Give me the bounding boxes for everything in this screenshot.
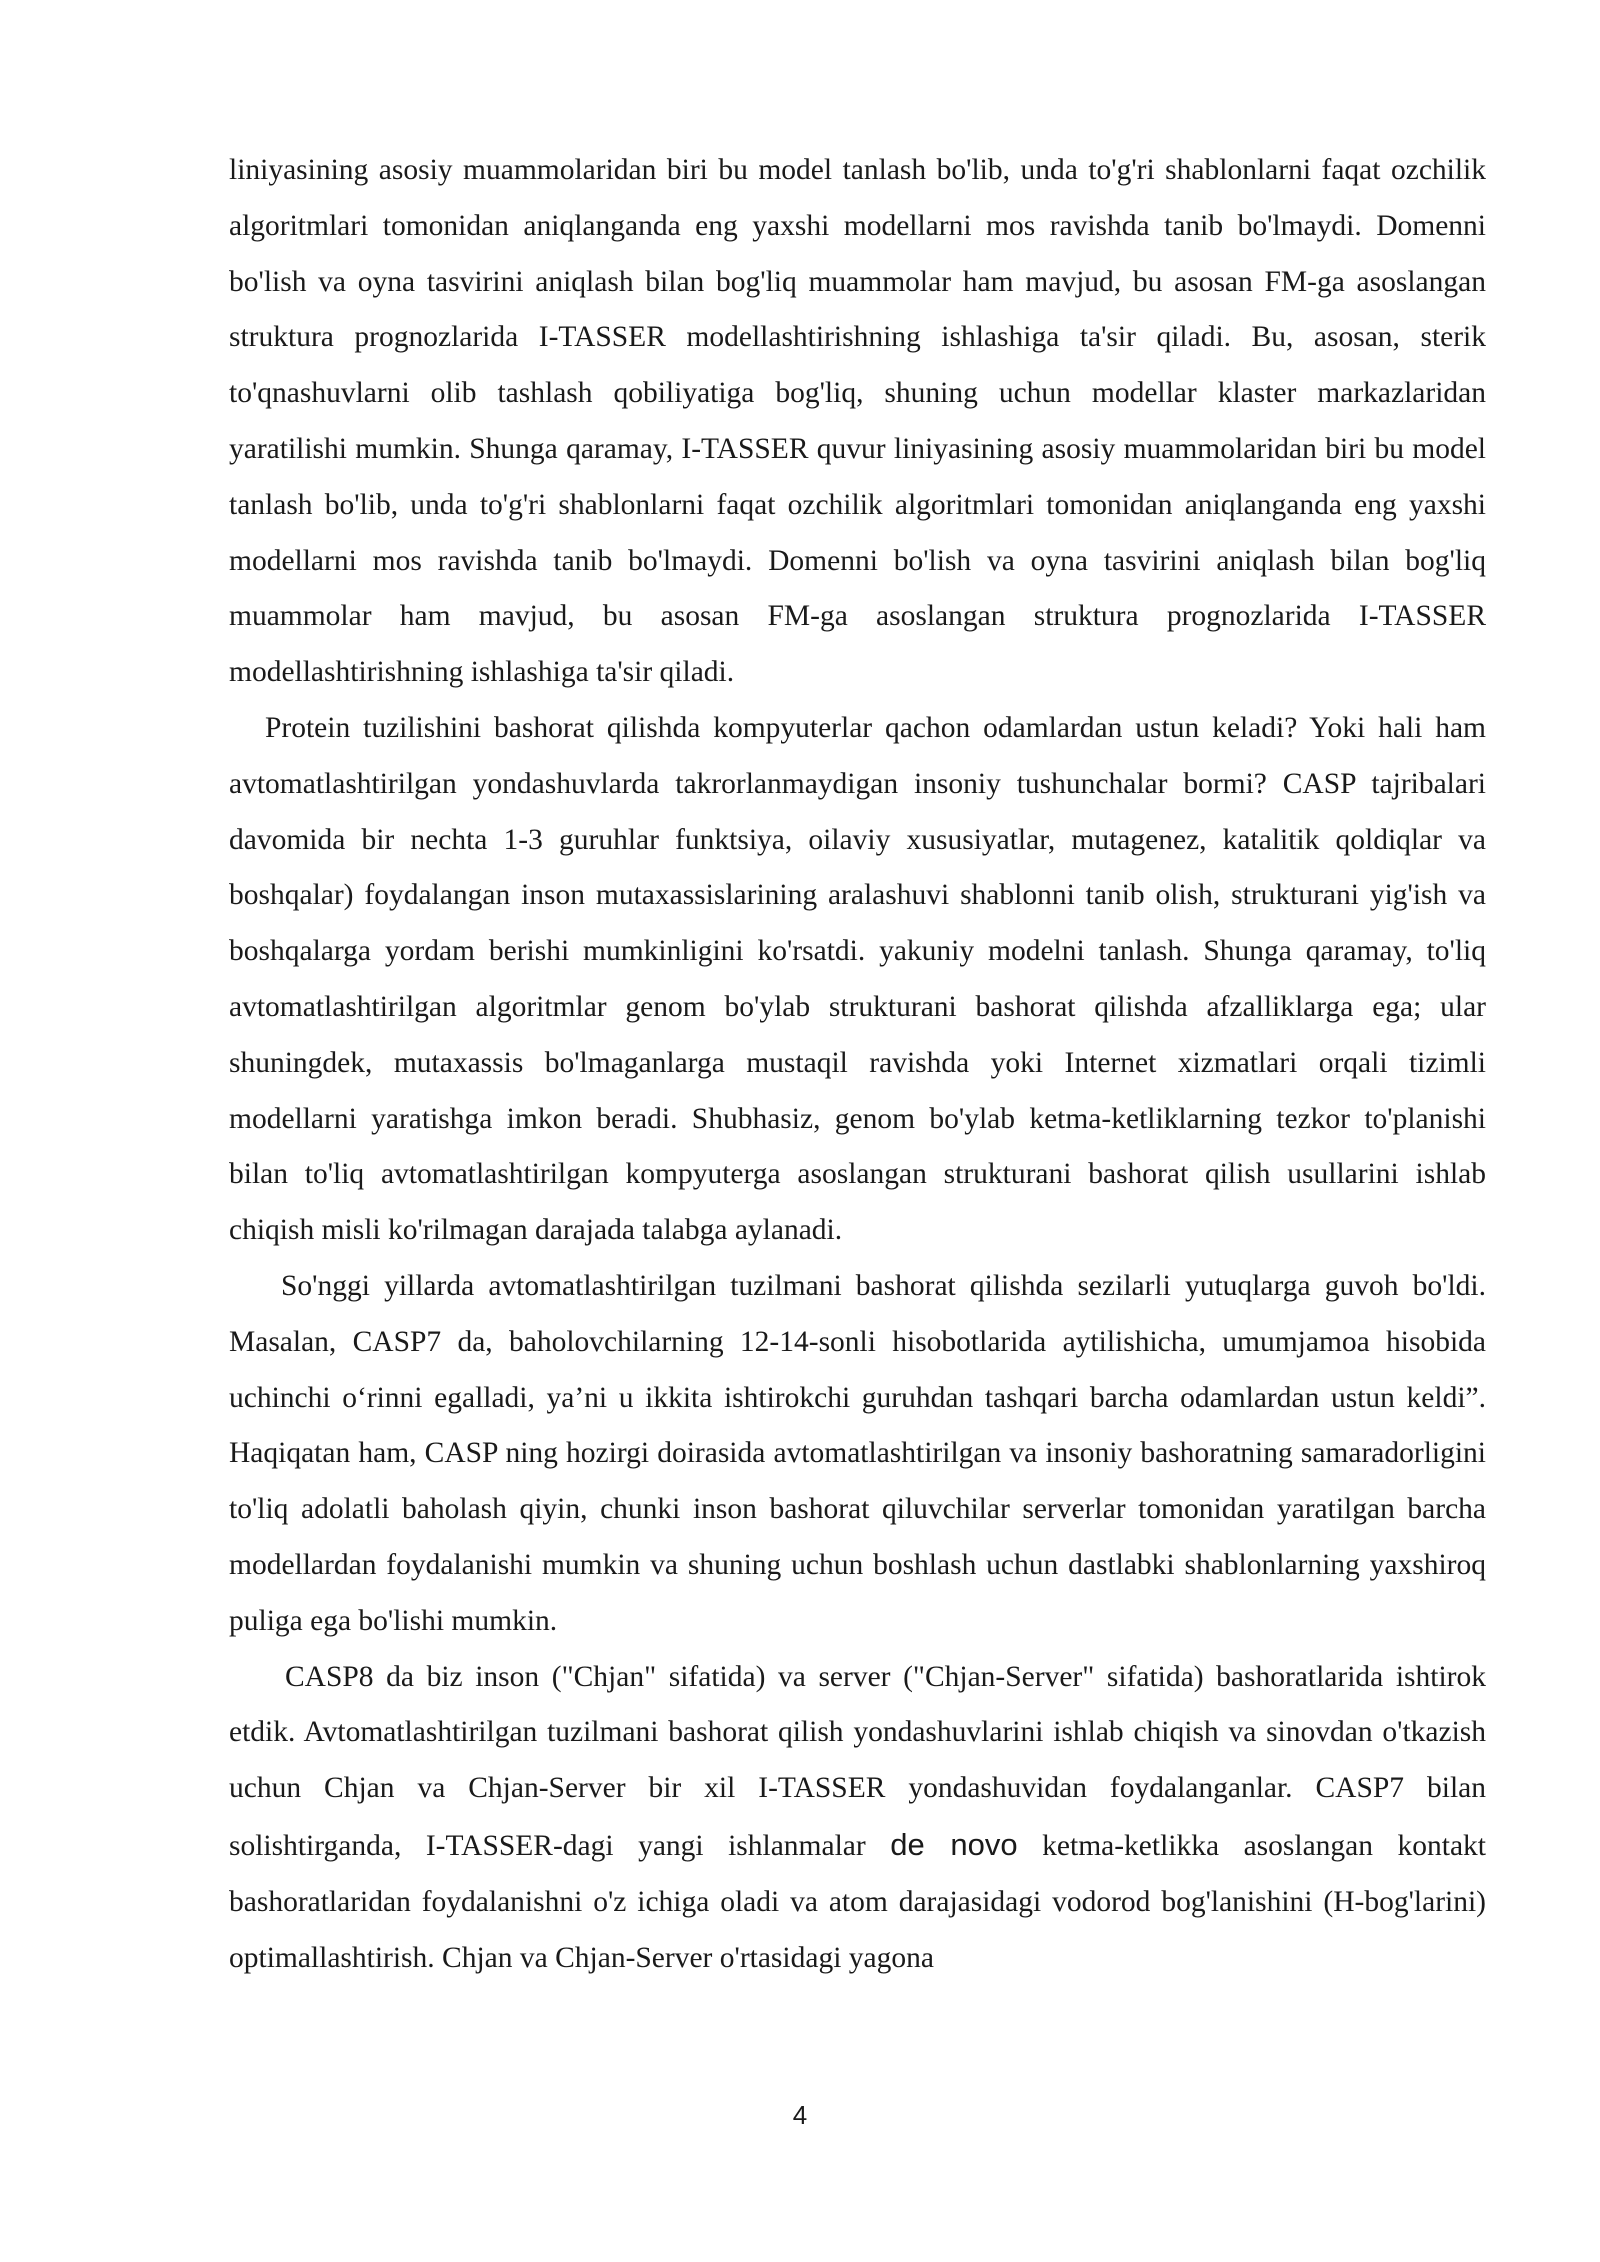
paragraph-3: So'nggi yillarda avtomatlashtirilgan tuzilmani bashorat qilishda sezilarli yutuqlarga guvoh bo'ldi. Masalan, CASP7 da, baholovchilarning 12-14-sonli hisobotlarida aytilishicha, umumjamoa hisobida uchinchi o‘rinni egalladi, ya’ni u ikkita ishtirokchi guruhdan tashqari barcha odamlardan ustun keldi”. Haqiqatan ham, CASP ning hozirgi doirasida avtomatlashtirilgan va insoniy bashoratning samaradorligini to'liq adolatli baholash qiyin, chunki inson bashorat qiluvchilar serverlar tomonidan yaratilgan barcha modellardan foydalanishi mumkin va shuning uchun boshlash uchun dastlabki shablonlarning yaxshiroq puliga ega bo'lishi mumkin.	[229, 1269, 1486, 1637]
paragraph-4-de-novo: de novo	[890, 1826, 1018, 1862]
paragraph-2: Protein tuzilishini bashorat qilishda kompyuterlar qachon odamlardan ustun keladi? Yoki hali ham avtomatlashtirilgan yondashuvlarda takrorlanmaydigan insoniy tushunchalar bormi? CASP tajribalari davomida bir nechta 1-3 guruhlar funktsiya, oilaviy xususiyatlar, mutagenez, katalitik qoldiqlar va boshqalar) foydalangan inson mutaxassislarining aralashuvi shablonni tanib olish, strukturani yig'ish va boshqalarga yordam berishi mumkinligini ko'rsatdi. yakuniy modelni tanlash. Shunga qaramay, to'liq avtomatlashtirilgan algoritmlar genom bo'ylab strukturani bashorat qilishda afzalliklarga ega; ular shuningdek, mutaxassis bo'lmaganlarga mustaqil ravishda yoki Internet xizmatlari orqali tizimli modellarni yaratishga imkon beradi. Shubhasiz, genom bo'ylab ketma-ketliklarning tezkor to'planishi bilan to'liq avtomatlashtirilgan kompyuterga asoslangan strukturani bashorat qilish usullarini ishlab chiqish misli ko'rilmagan darajada talabga aylanadi.	[229, 711, 1486, 1247]
paragraph-4-text-before: CASP8 da biz inson ("Chjan" sifatida) va server ("Chjan-Server" sifatida) bashoratlarida ishtirok etdik. Avtomatlashtirilgan tuzilmani bashorat qilish yondashuvlarini ishlab chiqish va sinovdan o'tkazish uchun Chjan va Chjan-Server bir xil I-TASSER yondashuvidan foydalanganlar. CASP7 bilan solishtirganda, I-TASSER-dagi yangi ishlanmalar	[229, 1660, 1486, 1862]
paragraph-4-text-after: ketma-ketlikka asoslangan kontakt bashoratlaridan foydalanishni o'z ichiga oladi va atom darajasidagi vodorod bog'lanishini (H-bog'larini) optimallashtirish. Chjan va Chjan-Server o'rtasidagi yagona	[229, 1829, 1486, 1974]
paragraph-4	[229, 1650, 1486, 1987]
body-text	[229, 143, 1486, 1986]
paragraph-1: liniyasining asosiy muammolaridan biri bu model tanlash bo'lib, unda to'g'ri shablonlarni faqat ozchilik algoritmlari tomonidan aniqlanganda eng yaxshi modellarni mos ravishda tanib bo'lmaydi. Domenni bo'lish va oyna tasvirini aniqlash bilan bog'liq muammolar ham mavjud, bu asosan FM-ga asoslangan struktura prognozlarida I-TASSER modellashtirishning ishlashiga ta'sir qiladi. Bu, asosan, sterik to'qnashuvlarni olib tashlash qobiliyatiga bog'liq, shuning uchun modellar klaster markazlaridan yaratilishi mumkin. Shunga qaramay, I-TASSER quvur liniyasining asosiy muammolaridan biri bu model tanlash bo'lib, unda to'g'ri shablonlarni faqat ozchilik algoritmlari tomonidan aniqlanganda eng yaxshi modellarni mos ravishda tanib bo'lmaydi. Domenni bo'lish va oyna tasvirini aniqlash bilan bog'liq muammolar ham mavjud, bu asosan FM-ga asoslangan struktura prognozlarida I-TASSER modellashtirishning ishlashiga ta'sir qiladi.	[229, 154, 1486, 689]
page-number: 4	[792, 2100, 808, 2130]
